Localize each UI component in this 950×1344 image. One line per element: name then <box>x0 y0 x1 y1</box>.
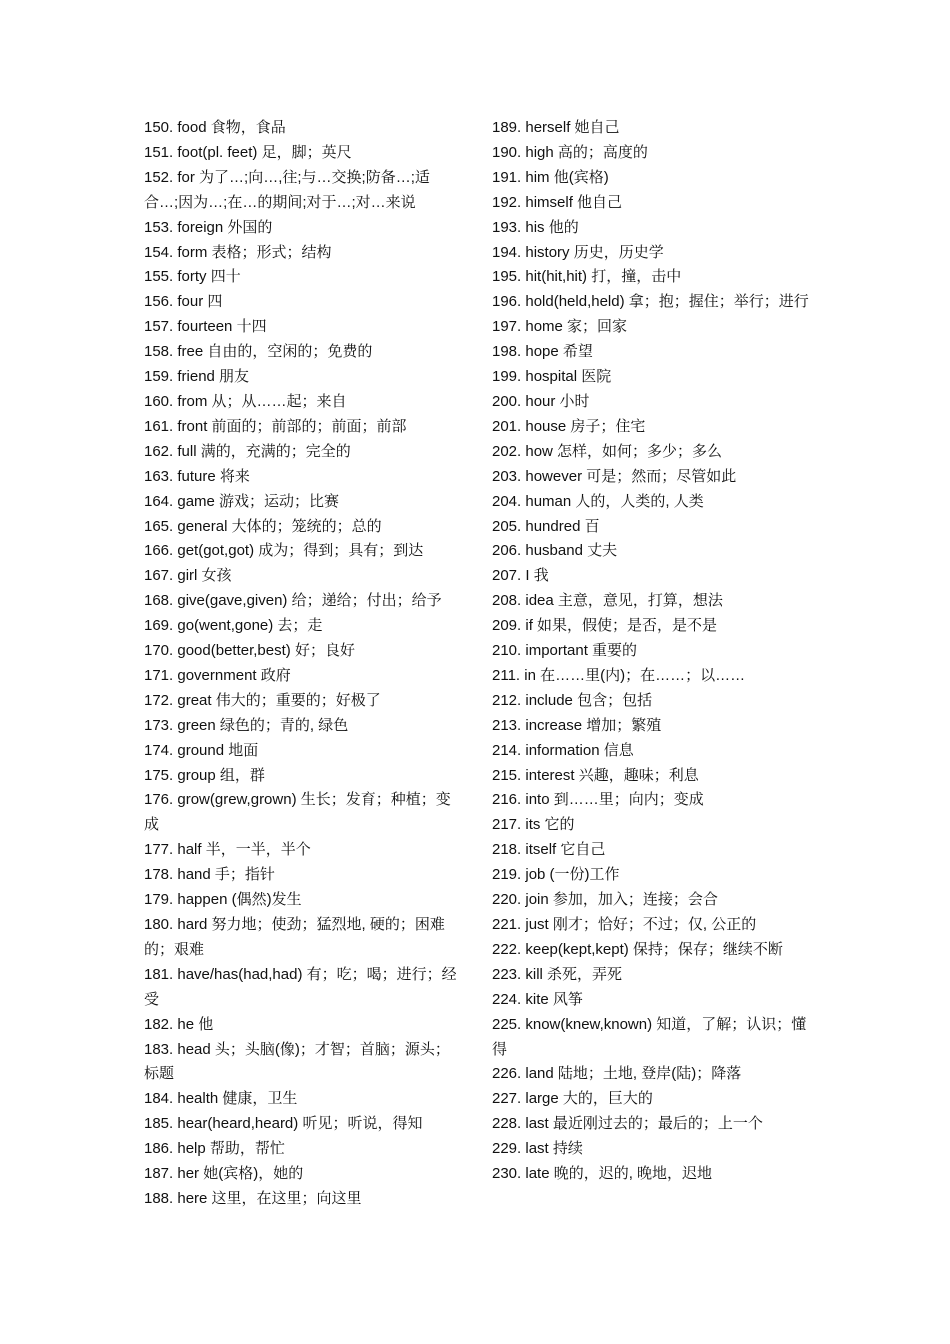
vocabulary-entry: 220. join 参加，加入；连接；会合 <box>492 891 718 909</box>
vocabulary-entry: 150. food 食物，食品 <box>144 119 286 136</box>
vocabulary-entry: 184. health 健康，卫生 <box>144 1090 298 1108</box>
vocabulary-entry: 199. hospital 医院 <box>492 368 612 386</box>
vocabulary-entry: 187. her 她(宾格)，她的 <box>144 1165 304 1183</box>
vocabulary-entry: 165. general 大体的；笼统的；总的 <box>144 517 382 535</box>
vocabulary-entry: 180. hard 努力地；使劲；猛烈地, 硬的；困难的；艰难 <box>144 916 445 958</box>
vocabulary-entry: 186. help 帮助，帮忙 <box>144 1140 285 1158</box>
vocabulary-entry: 229. last 持续 <box>492 1140 583 1158</box>
vocabulary-entry: 158. free 自由的，空闲的；免费的 <box>144 343 373 361</box>
vocabulary-entry: 215. interest 兴趣，趣味；利息 <box>492 766 699 784</box>
vocabulary-entry: 164. game 游戏；运动；比赛 <box>144 492 340 510</box>
vocabulary-entry: 222. keep(kept,kept) 保持；保存；继续不断 <box>492 940 783 958</box>
vocabulary-entry: 217. its 它的 <box>492 816 575 834</box>
vocabulary-entry: 172. great 伟大的；重要的；好极了 <box>144 691 381 709</box>
vocabulary-entry: 183. head 头；头脑(像)；才智；首脑；源头；标题 <box>144 1040 450 1083</box>
vocabulary-entry: 170. good(better,best) 好；良好 <box>144 642 355 660</box>
vocabulary-entry: 226. land 陆地；土地, 登岸(陆)；降落 <box>492 1065 742 1083</box>
vocabulary-entry: 159. friend 朋友 <box>144 368 250 386</box>
vocabulary-entry: 152. for 为了…;向…,往;与…交换;防备…;适合…;因为…;在…的期间;对于…;对…来说 <box>144 168 430 211</box>
vocabulary-entry: 192. himself 他自己 <box>492 193 623 211</box>
vocabulary-entry: 198. hope 希望 <box>492 343 593 361</box>
vocabulary-list-right <box>492 116 810 1187</box>
vocabulary-entry: 219. job (一份)工作 <box>492 866 620 884</box>
vocabulary-entry: 196. hold(held,held) 拿；抱；握住；举行；进行 <box>492 293 809 311</box>
vocabulary-entry: 175. group 组，群 <box>144 766 265 784</box>
vocabulary-entry: 228. last 最近刚过去的；最后的；上一个 <box>492 1115 763 1133</box>
vocabulary-entry: 224. kite 风筝 <box>492 990 583 1008</box>
vocabulary-entry: 204. human 人的，人类的, 人类 <box>492 492 704 510</box>
vocabulary-entry: 156. four 四 <box>144 293 223 311</box>
vocabulary-entry: 209. if 如果，假使；是否，是不是 <box>492 617 718 635</box>
vocabulary-entry: 185. hear(heard,heard) 听见；听说，得知 <box>144 1115 423 1133</box>
vocabulary-entry: 173. green 绿色的；青的, 绿色 <box>144 716 349 734</box>
vocabulary-entry: 167. girl 女孩 <box>144 567 232 585</box>
vocabulary-entry: 223. kill 杀死，弄死 <box>492 965 623 983</box>
vocabulary-entry: 200. hour 小时 <box>492 392 590 410</box>
vocabulary-entry: 176. grow(grew,grown) 生长；发育；种植；变成 <box>144 791 451 834</box>
vocabulary-entry: 227. large 大的，巨大的 <box>492 1090 653 1108</box>
vocabulary-entry: 197. home 家；回家 <box>492 318 628 336</box>
vocabulary-entry: 151. foot(pl. feet) 足，脚；英尺 <box>144 143 352 161</box>
vocabulary-entry: 211. in 在……里(内)；在……；以…… <box>492 666 746 684</box>
vocabulary-entry: 213. increase 增加；繁殖 <box>492 716 662 734</box>
vocabulary-entry: 160. from 从；从……起；来自 <box>144 392 347 410</box>
vocabulary-entry: 206. husband 丈夫 <box>492 542 618 560</box>
vocabulary-entry: 163. future 将来 <box>144 467 250 485</box>
vocabulary-entry: 166. get(got,got) 成为；得到；具有；到达 <box>144 542 424 560</box>
vocabulary-entry: 190. high 高的；高度的 <box>492 143 648 161</box>
vocabulary-entry: 174. ground 地面 <box>144 741 259 759</box>
vocabulary-entry: 179. happen (偶然)发生 <box>144 891 302 909</box>
vocabulary-entry: 191. him 他(宾格) <box>492 168 609 186</box>
vocabulary-list-left <box>144 116 462 1212</box>
vocabulary-entry: 155. forty 四十 <box>144 268 241 286</box>
vocabulary-entry: 203. however 可是；然而；尽管如此 <box>492 467 737 485</box>
vocabulary-entry: 153. foreign 外国的 <box>144 218 273 236</box>
vocabulary-entry: 214. information 信息 <box>492 741 634 759</box>
vocabulary-entry: 181. have/has(had,had) 有；吃；喝；进行；经受 <box>144 965 457 1008</box>
vocabulary-entry: 169. go(went,gone) 去；走 <box>144 617 323 635</box>
vocabulary-entry: 178. hand 手；指针 <box>144 866 275 884</box>
vocabulary-entry: 205. hundred 百 <box>492 517 600 535</box>
vocabulary-entry: 230. late 晚的，迟的, 晚地，迟地 <box>492 1165 713 1183</box>
vocabulary-entry: 208. idea 主意，意见，打算，想法 <box>492 592 723 610</box>
vocabulary-entry: 157. fourteen 十四 <box>144 318 267 336</box>
vocabulary-entry: 182. he 他 <box>144 1015 214 1033</box>
vocabulary-entry: 161. front 前面的；前部的；前面；前部 <box>144 417 407 435</box>
vocabulary-entry: 189. herself 她自己 <box>492 119 620 136</box>
vocabulary-entry: 202. how 怎样，如何；多少；多么 <box>492 442 723 460</box>
vocabulary-entry: 225. know(knew,known) 知道，了解；认识；懂得 <box>492 1015 807 1058</box>
vocabulary-entry: 194. history 历史，历史学 <box>492 243 664 261</box>
vocabulary-entry: 216. into 到……里；向内；变成 <box>492 791 704 809</box>
vocabulary-entry: 154. form 表格；形式；结构 <box>144 243 332 261</box>
vocabulary-entry: 221. just 刚才；恰好；不过；仅, 公正的 <box>492 916 757 933</box>
vocabulary-entry: 188. here 这里，在这里；向这里 <box>144 1189 362 1207</box>
vocabulary-entry: 171. government 政府 <box>144 666 291 684</box>
vocabulary-entry: 210. important 重要的 <box>492 642 638 660</box>
vocabulary-entry: 193. his 他的 <box>492 218 579 236</box>
vocabulary-entry: 212. include 包含；包括 <box>492 691 653 709</box>
vocabulary-entry: 162. full 满的，充满的；完全的 <box>144 442 351 460</box>
vocabulary-entry: 207. I 我 <box>492 567 549 585</box>
vocabulary-entry: 177. half 半，一半，半个 <box>144 841 311 859</box>
vocabulary-entry: 168. give(gave,given) 给；递给；付出；给予 <box>144 592 442 610</box>
vocabulary-entry: 195. hit(hit,hit) 打，撞，击中 <box>492 268 682 286</box>
vocabulary-entry: 201. house 房子；住宅 <box>492 417 646 435</box>
vocabulary-entry: 218. itself 它自己 <box>492 841 606 859</box>
